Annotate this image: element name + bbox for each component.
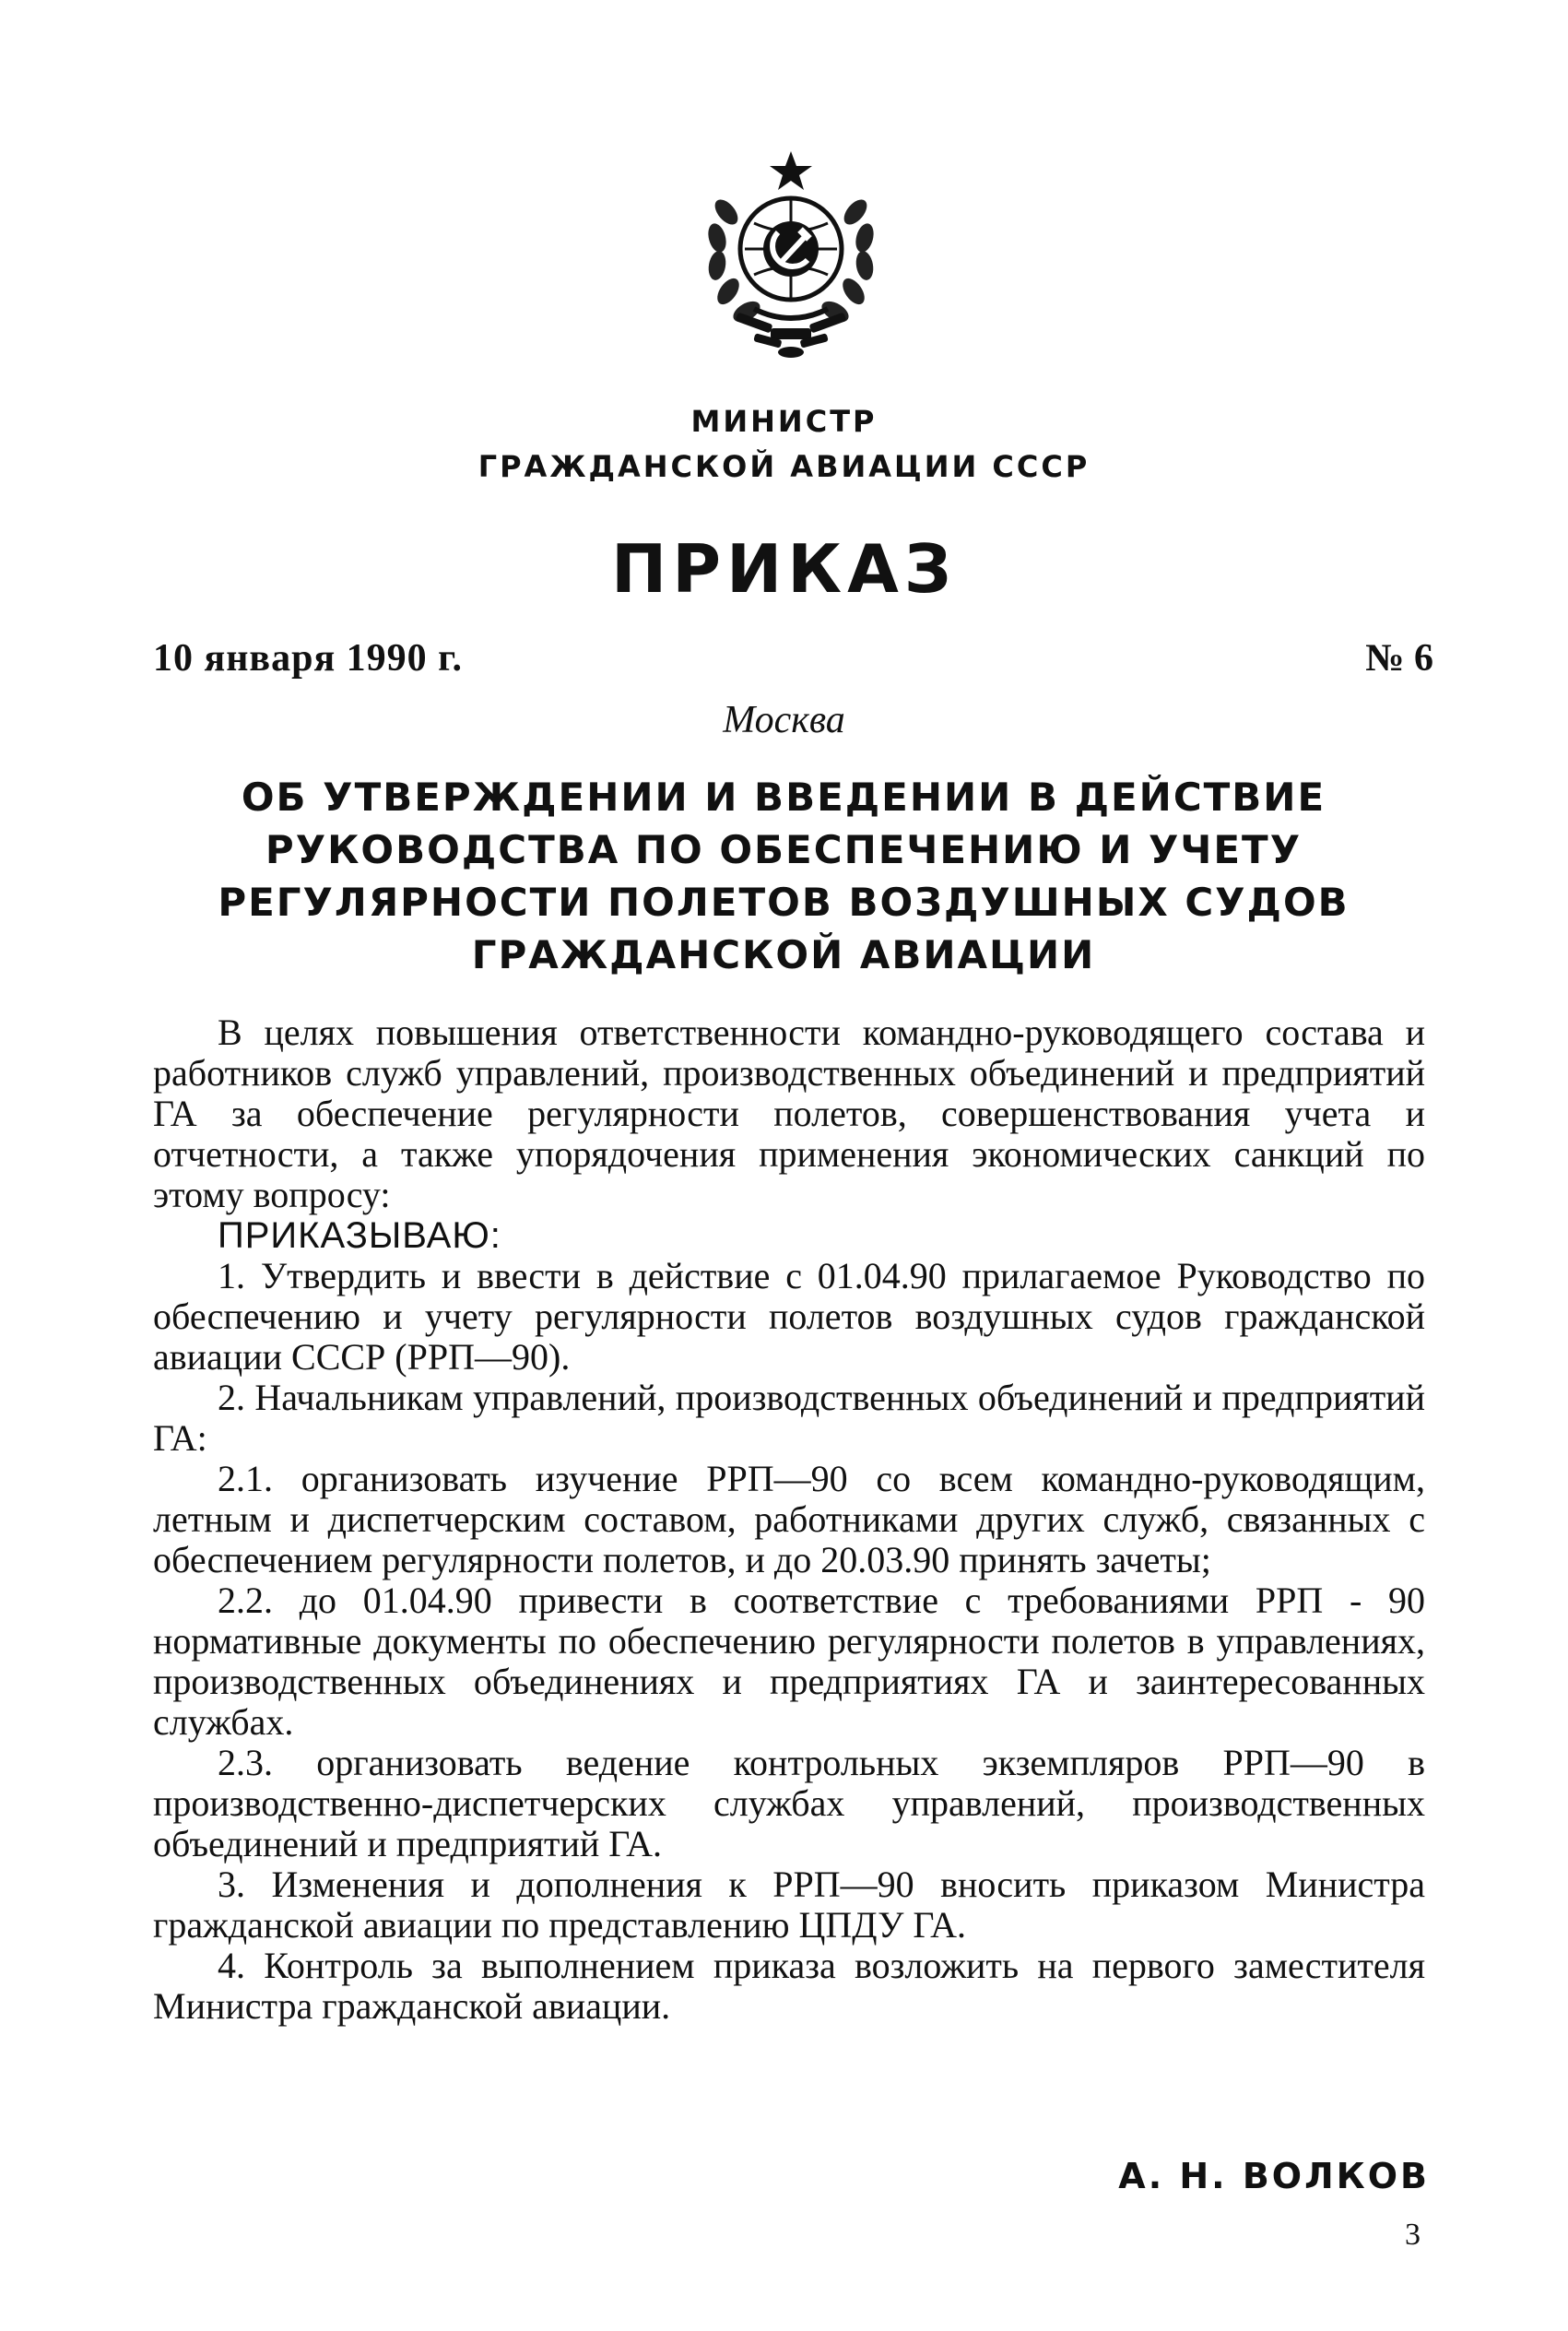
ministry-title-line2: ГРАЖДАНСКОЙ АВИАЦИИ СССР [477,449,1091,484]
subject-line-2: РУКОВОДСТВА ПО ОБЕСПЕЧЕНИЮ И УЧЕТУ [265,827,1303,872]
order-city: Москва [723,699,845,741]
order-item: 2.2. до 01.04.90 привести в соответствие с требованиями РРП - 90 нормативные документы по обеспечению регулярности полетов в управлениях, производственных объединениях и предприятиях ГА и заинтересованных службах. [153,1580,1425,1743]
order-directive: ПРИКАЗЫВАЮ: [218,1215,501,1256]
order-date: 10 января 1990 г. [153,637,464,680]
order-number: № 6 [1365,637,1433,680]
subject-line-1: ОБ УТВЕРЖДЕНИИ И ВВЕДЕНИИ В ДЕЙСТВИЕ [241,775,1326,820]
order-body [153,1012,1425,2027]
signature: А. Н. ВОЛКОВ [1118,2156,1430,2196]
order-item: 2.3. организовать ведение контрольных экземпляров РРП—90 в производственно-диспетчерских службах управлений, производственных объединений и предприятий ГА. [153,1742,1425,1864]
document-title: ПРИКАЗ [610,530,957,608]
preamble-paragraph: В целях повышения ответственности командно-руководящего состава и работников служб управлений, производственных объединений и предприятий ГА за обеспечение регулярности полетов, совершенствования учета и отчетности, а также упорядочения применения экономических санкций по этому вопросу: [153,1012,1425,1215]
ministry-title-line1: МИНИСТР [690,404,878,439]
page-number: 3 [1405,2218,1421,2252]
order-item: 2.1. организовать изучение РРП—90 со всем командно-руководящим, летным и диспетчерским составом, работниками других служб, связанных с обеспечением регулярности полетов, и до 20.03.90 принять зачеты; [153,1458,1425,1580]
state-emblem-icon [699,148,883,360]
subject-line-3: РЕГУЛЯРНОСТИ ПОЛЕТОВ ВОЗДУШНЫХ СУДОВ [218,880,1350,925]
order-item: 4. Контроль за выполнением приказа возложить на первого заместителя Министра гражданской авиации. [153,1945,1425,2027]
order-item: 3. Изменения и дополнения к РРП—90 вносить приказом Министра гражданской авиации по представлению ЦПДУ ГА. [153,1864,1425,1946]
order-item: 1. Утвердить и ввести в действие с 01.04.90 прилагаемое Руководство по обеспечению и учету регулярности полетов воздушных судов гражданской авиации СССР (РРП—90). [153,1255,1425,1378]
subject-line-4: ГРАЖДАНСКОЙ АВИАЦИИ [471,932,1096,977]
order-item: 2. Начальникам управлений, производственных объединений и предприятий ГА: [153,1377,1425,1459]
